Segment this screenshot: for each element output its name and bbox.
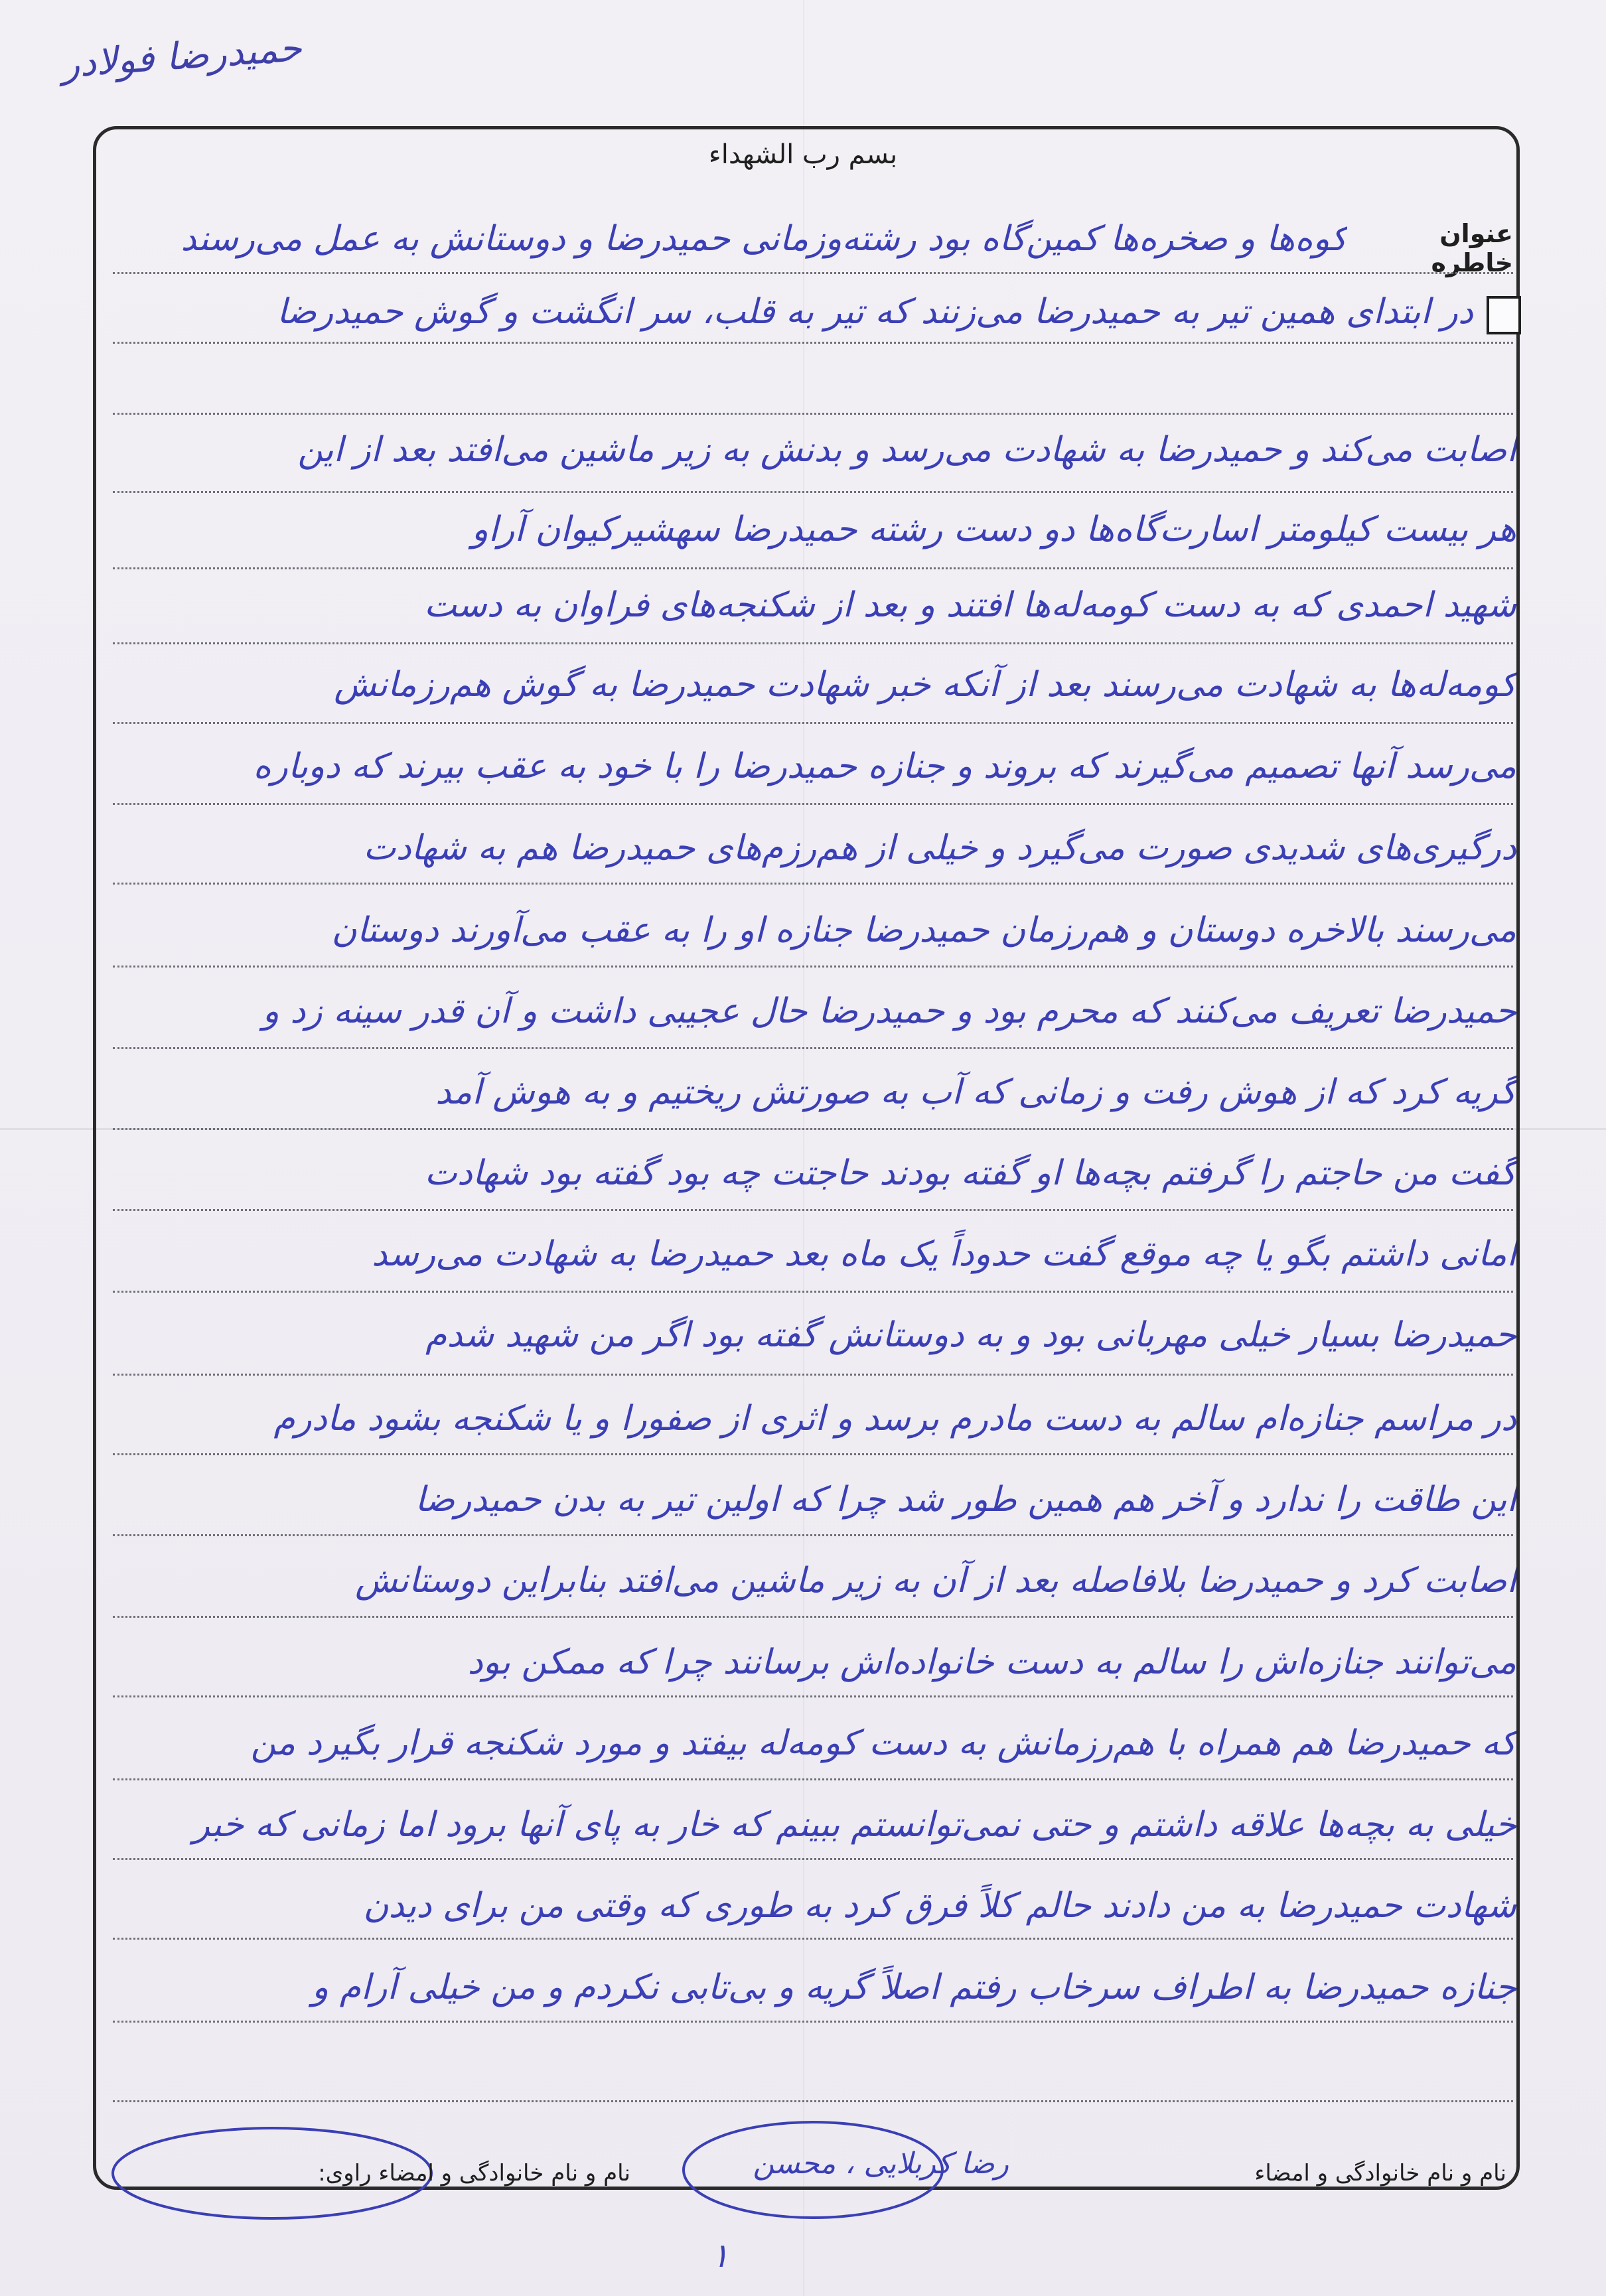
ruled-line <box>113 1374 1513 1376</box>
memoir-line: خیلی به بچه‌ها علاقه داشتم و حتی نمی‌توانستم ببینم که خار به پای آنها برود اما زمانی که خبر <box>192 1805 1516 1845</box>
ruled-line <box>113 272 1513 274</box>
ruled-line <box>113 1695 1513 1697</box>
memoir-line: در ابتدای همین تیر به حمیدرضا می‌زنند که تیر به قلب، سر انگشت و گوش حمیدرضا <box>277 292 1473 332</box>
ruled-line <box>113 1128 1513 1130</box>
ruled-line <box>113 803 1513 805</box>
ruled-line <box>113 1616 1513 1618</box>
memoir-line: شهید احمدی که به دست کومه‌له‌ها افتند و بعد از شکنجه‌های فراوان به دست <box>424 585 1516 625</box>
ruled-line <box>113 567 1513 569</box>
narrator-signature-label: نام و نام خانوادگی و امضاء راوی: <box>318 2160 630 2187</box>
memoir-line: می‌رسد آنها تصمیم می‌گیرند که بروند و جنازه حمیدرضا را با خود به عقب بیرند که دوباره <box>253 747 1516 786</box>
memoir-line: در مراسم جنازه‌ام سالم به دست مادرم برسد و اثری از صفورا و یا شکنجه بشود مادرم <box>273 1399 1516 1439</box>
ruled-line <box>113 1209 1513 1211</box>
ruled-line <box>113 1291 1513 1293</box>
ruled-line <box>113 491 1513 493</box>
memoir-line: شهادت حمیدرضا به من دادند حالم کلاً فرق کرد به طوری که وقتی من برای دیدن <box>363 1886 1516 1926</box>
memoir-line: درگیری‌های شدیدی صورت می‌گیرد و خیلی از هم‌رزم‌های حمیدرضا هم به شهادت <box>363 828 1516 868</box>
author-name-handwritten: حمیدرضا فولادر <box>60 27 303 87</box>
memoir-line: امانی داشتم بگو یا چه موقع گفت حدوداً یک ماه بعد حمیدرضا به شهادت می‌رسد <box>372 1234 1516 1274</box>
writer-signature-label: نام و نام خانوادگی و امضاء <box>1254 2160 1506 2187</box>
ruled-line <box>113 1858 1513 1860</box>
memoir-line: که حمیدرضا هم همراه با هم‌رزمانش به دست کومه‌له بیفتد و مورد شکنجه قرار بگیرد من <box>250 1723 1516 1763</box>
ruled-line <box>113 1047 1513 1049</box>
memoir-line: جنازه حمیدرضا به اطراف سرخاب رفتم اصلاً گریه و بی‌تابی نکردم و من خیلی آرام و <box>312 1968 1516 2007</box>
ruled-line <box>113 642 1513 644</box>
ruled-line <box>113 722 1513 724</box>
page-title: بسم رب الشهداء <box>708 139 898 170</box>
memoir-line: حمیدرضا تعریف می‌کنند که محرم بود و حمیدرضا حال عجیبی داشت و آن قدر سینه زد و <box>262 991 1516 1031</box>
memoir-line: حمیدرضا بسیار خیلی مهربانی بود و به دوستانش گفته بود اگر من شهید شدم <box>425 1315 1516 1355</box>
memoir-line: گفت من حاجتم را گرفتم بچه‌ها او گفته بودند حاجتت چه بود گفته بود شهادت <box>424 1153 1516 1193</box>
page-number: ۱ <box>711 2236 729 2275</box>
memoir-line: کومه‌له‌ها به شهادت می‌رسند بعد از آنکه خبر شهادت حمیدرضا به گوش هم‌رزمانش <box>334 665 1516 705</box>
memoir-line: کوه‌ها و صخره‌ها کمین‌گاه بود رشته‌و‌زمانی حمیدرضا و دوستانش به عمل می‌رسند <box>181 219 1347 259</box>
memoir-line: می‌توانند جنازه‌اش را سالم به دست خانواده‌اش برسانند چرا که ممکن بود <box>467 1642 1516 1682</box>
ruled-line <box>113 966 1513 968</box>
memoir-line: هر بیست کیلومتر اسارت‌گاه‌ها دو دست رشته حمیدرضا سهشیرکیوان آراو <box>471 510 1516 549</box>
memoir-line: اصابت می‌کند و حمیدرضا به شهادت می‌رسد و بدنش به زیر ماشین می‌افتد بعد از این <box>297 430 1516 470</box>
ruled-line <box>113 2100 1513 2102</box>
ruled-line <box>113 1534 1513 1536</box>
memoir-line: گریه کرد که از هوش رفت و زمانی که آب به صورتش ریختیم و به هوش آمد <box>435 1072 1516 1112</box>
ruled-line <box>113 413 1513 415</box>
memoir-line: اصابت کرد و حمیدرضا بلافاصله بعد از آن به زیر ماشین می‌افتد بنابراین دوستانش <box>355 1561 1516 1601</box>
ruled-line <box>113 883 1513 885</box>
memoir-line: این طاقت را ندارد و آخر هم همین طور شد چرا که اولین تیر به بدن حمیدرضا <box>415 1480 1516 1520</box>
ruled-line <box>113 2021 1513 2023</box>
memoir-line: می‌رسند بالاخره دوستان و هم‌رزمان حمیدرضا جنازه او را به عقب می‌آورند دوستان <box>331 910 1516 950</box>
subject-label: عنوان خاطره <box>1431 219 1513 277</box>
checkbox[interactable] <box>1487 296 1521 334</box>
ruled-line <box>113 1778 1513 1780</box>
writer-signature: رضا کربلایی ، محسن <box>753 2147 1009 2181</box>
ruled-line <box>113 1453 1513 1455</box>
